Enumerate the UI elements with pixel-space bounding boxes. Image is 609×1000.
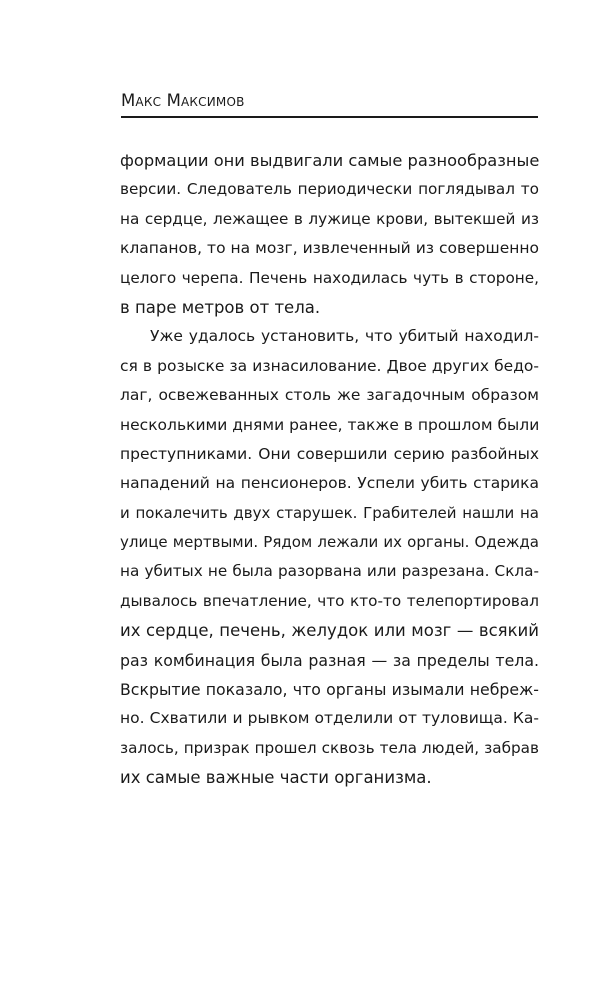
text-line: их самые важные части организма. [120, 768, 432, 788]
text-line: улице мертвыми. Рядом лежали их органы. Одежда [120, 533, 539, 552]
text-line: преступниками. Они совершили серию разбойных [120, 444, 539, 463]
text-line: дывалось впечатление, что кто-то телепортировал [120, 591, 539, 610]
text-line: но. Схватили и рывком отделили от туловища. Ка- [120, 709, 539, 728]
text-line: на убитых не была разорвана или разрезана. Скла- [120, 562, 539, 581]
text-line: несколькими днями ранее, также в прошлом были [120, 415, 539, 434]
text-line: целого черепа. Печень находилась чуть в стороне, [120, 268, 539, 287]
body-text [120, 146, 539, 793]
text-line: раз комбинация была разная — за пределы тела. [120, 650, 539, 670]
text-line: их сердце, печень, желудок или мозг — всякий [120, 621, 539, 641]
text-line: в паре метров от тела. [120, 297, 321, 317]
text-line: ся в розыске за изнасилование. Двое других бедо- [120, 356, 539, 375]
text-line: на сердце, лежащее в лужице крови, вытекшей из [120, 209, 539, 228]
text-line: залось, призрак прошел сквозь тела людей, забрав [120, 738, 539, 757]
text-line: и покалечить двух старушек. Грабителей нашли на [120, 503, 539, 522]
text-line: формации они выдвигали самые разнообразные [120, 151, 539, 170]
text-line: версии. Следователь периодически поглядывал то [120, 180, 539, 199]
text-line: Уже удалось установить, что убитый находил- [150, 327, 539, 346]
text-line: нападений на пенсионеров. Успели убить старика [120, 474, 539, 493]
running-head-author: Макс Максимов [121, 91, 245, 110]
text-line: клапанов, то на мозг, извлеченный из совершенно [120, 239, 539, 258]
text-line: Вскрытие показало, что органы изымали небреж- [120, 680, 539, 700]
text-line: лаг, освежеванных столь же загадочным образом [120, 386, 539, 405]
header-rule [121, 116, 538, 118]
